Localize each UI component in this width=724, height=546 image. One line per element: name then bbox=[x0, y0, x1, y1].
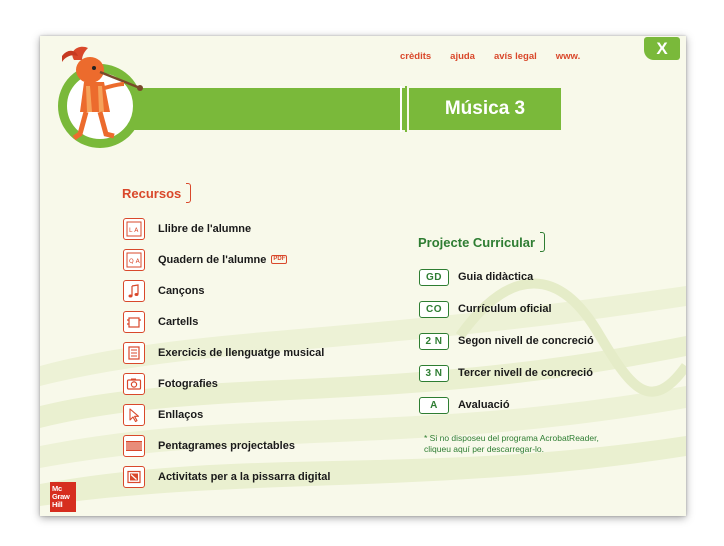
list-item-pissarra-digital[interactable] bbox=[123, 461, 330, 492]
item-label: Avaluació bbox=[458, 399, 510, 411]
list-item-pentagrames[interactable] bbox=[123, 430, 330, 461]
list-item-avaluacio[interactable] bbox=[419, 389, 594, 421]
logo-text-1: Mc bbox=[52, 484, 62, 493]
3n-code-icon: 3 N bbox=[419, 365, 449, 382]
list-item-segon-nivell[interactable] bbox=[419, 325, 594, 357]
close-button[interactable]: X bbox=[644, 37, 680, 60]
page-title: Música 3 bbox=[409, 88, 561, 130]
item-label: Cartells bbox=[158, 315, 199, 328]
app-window bbox=[40, 36, 686, 516]
legal-link[interactable]: avís legal bbox=[493, 51, 537, 62]
note-line-2: cliqueu aquí per descarregar-lo. bbox=[424, 444, 545, 454]
item-label: Llibre de l'alumne bbox=[158, 222, 252, 235]
co-code-icon: CO bbox=[419, 301, 449, 318]
header-band bbox=[100, 88, 405, 130]
list-item-llibre-alumne[interactable] bbox=[123, 213, 330, 244]
svg-text:L A: L A bbox=[129, 226, 139, 234]
list-item-exercicis[interactable] bbox=[123, 337, 330, 368]
a-code-icon: A bbox=[419, 397, 449, 414]
logo-text-2: Graw bbox=[52, 492, 70, 501]
whiteboard-icon bbox=[123, 466, 145, 488]
item-label-text: Quadern de l'alumne bbox=[158, 253, 267, 266]
website-link[interactable]: www. bbox=[555, 51, 581, 62]
item-label: Exercicis de llenguatge musical bbox=[158, 346, 325, 359]
mcgraw-hill-logo bbox=[50, 482, 76, 512]
list-item-guia-didactica[interactable] bbox=[419, 261, 594, 293]
mascot-flute-player-icon bbox=[54, 42, 144, 146]
item-label: Tercer nivell de concreció bbox=[458, 367, 593, 379]
projecte-list bbox=[419, 261, 594, 421]
heading-bracket bbox=[540, 232, 545, 252]
list-item-tercer-nivell[interactable] bbox=[419, 357, 594, 389]
note-line-1: * Si no disposeu del programa AcrobatReader, bbox=[424, 433, 599, 443]
recursos-list bbox=[123, 213, 330, 492]
notebook-qa-icon bbox=[123, 249, 145, 271]
recursos-heading bbox=[122, 183, 191, 203]
title-divider bbox=[400, 86, 407, 132]
list-item-enllacos[interactable] bbox=[123, 399, 330, 430]
acrobat-download-note[interactable] bbox=[424, 433, 654, 455]
list-item-quadern-alumne[interactable] bbox=[123, 244, 330, 275]
poster-icon bbox=[123, 311, 145, 333]
help-link[interactable]: ajuda bbox=[450, 51, 475, 62]
item-label: Activitats per a la pissarra digital bbox=[158, 470, 331, 483]
item-label: Fotografies bbox=[158, 377, 218, 390]
logo-text-3: Hill bbox=[52, 500, 63, 509]
list-item-cartells[interactable] bbox=[123, 306, 330, 337]
gd-code-icon: GD bbox=[419, 269, 449, 286]
camera-icon bbox=[123, 373, 145, 395]
credits-link[interactable]: crèdits bbox=[400, 51, 432, 62]
exercise-sheet-icon bbox=[123, 342, 145, 364]
staff-icon bbox=[123, 435, 145, 457]
2n-code-icon: 2 N bbox=[419, 333, 449, 350]
projecte-heading-label: Projecte Curricular bbox=[418, 234, 536, 250]
item-label: Cançons bbox=[158, 284, 205, 297]
pdf-badge: PDF bbox=[273, 256, 286, 263]
recursos-heading-label: Recursos bbox=[122, 185, 182, 201]
item-label: Guia didàctica bbox=[458, 271, 534, 283]
music-note-icon bbox=[123, 280, 145, 302]
svg-text:Q A: Q A bbox=[129, 257, 140, 265]
item-label: Pentagrames projectables bbox=[158, 439, 295, 452]
top-links bbox=[400, 51, 599, 62]
list-item-cancons[interactable] bbox=[123, 275, 330, 306]
projecte-curricular-heading bbox=[418, 232, 545, 252]
list-item-curriculum-oficial[interactable] bbox=[419, 293, 594, 325]
list-item-fotografies[interactable] bbox=[123, 368, 330, 399]
heading-bracket bbox=[186, 183, 191, 203]
item-label: Segon nivell de concreció bbox=[458, 335, 594, 347]
book-la-icon bbox=[123, 218, 145, 240]
cursor-link-icon bbox=[123, 404, 145, 426]
item-label: Currículum oficial bbox=[458, 303, 552, 315]
item-label bbox=[158, 254, 287, 266]
item-label: Enllaços bbox=[158, 408, 204, 421]
